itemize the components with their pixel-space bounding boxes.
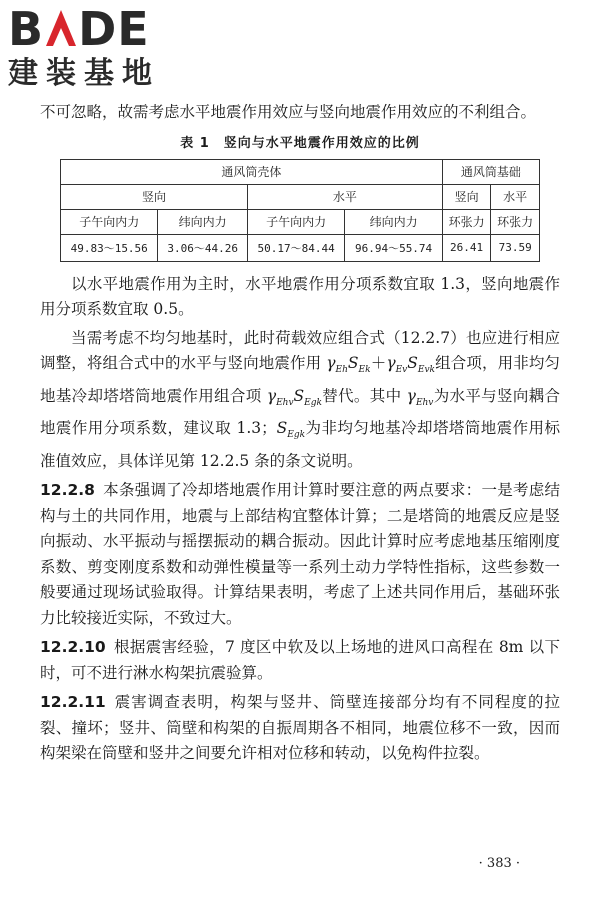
section-12-2-10 xyxy=(40,635,560,686)
paragraph-nonuniform xyxy=(40,326,560,475)
s-ek-symbol: $S_{Ek}$ xyxy=(347,354,371,376)
plus-sign: ＋ xyxy=(370,354,387,372)
page-content xyxy=(40,100,560,767)
table-cell: 73.59 xyxy=(491,234,540,261)
table-caption-title: 竖向与水平地震作用效应的比例 xyxy=(223,135,420,151)
s-evk-symbol: $S_{Evk}$ xyxy=(407,354,435,376)
p2-text-d: 为水平与竖向耦合地震作用分项系数，建议取 1.3； xyxy=(40,386,560,438)
table-col-header: 纬向内力 xyxy=(345,209,442,234)
table-group-shell: 通风筒壳体 xyxy=(61,159,443,184)
table-cell: 50.17～84.44 xyxy=(247,234,344,261)
section-12-2-11 xyxy=(40,690,560,767)
table-col-header: 纬向内力 xyxy=(158,209,248,234)
table-group-foundation: 通风筒基础 xyxy=(442,159,539,184)
gamma-ev-symbol: $\gamma_{Ev}$ xyxy=(386,354,408,376)
table-cell: 49.83～15.56 xyxy=(61,234,158,261)
logo-letter-b: B xyxy=(8,2,45,56)
table-col-header: 环张力 xyxy=(442,209,491,234)
table-sub-horizontal: 水平 xyxy=(247,184,442,209)
gamma-ehv-symbol-2: $\gamma_{Ehv}$ xyxy=(406,386,434,408)
gamma-eh-symbol: $\gamma_{Eh}$ xyxy=(326,354,348,376)
p2-text-e: 为非均匀地基冷却塔塔筒地震作用标准值效应，具体详见第 12.2.5 条的条文说明。 xyxy=(40,419,560,470)
table-sub-vertical-foundation: 竖向 xyxy=(442,184,491,209)
table-col-header: 环张力 xyxy=(491,209,540,234)
section-number: 12.2.10 xyxy=(40,638,106,657)
table-caption xyxy=(40,132,560,151)
paragraph-intro: 不可忽略，故需考虑水平地震作用效应与竖向地震作用效应的不利组合。 xyxy=(40,103,537,121)
s-egk-symbol-2: $S_{Egk}$ xyxy=(276,419,306,441)
p2-text-c: 替代。其中 xyxy=(321,386,402,405)
s-egk-symbol: $S_{Egk}$ xyxy=(293,386,322,408)
table-cell: 3.06～44.26 xyxy=(158,234,248,261)
section-text: 震害调查表明，构架与竖井、筒壁连接部分均有不同程度的拉裂、撞坏；竖井、筒壁和构架的自振周期各不相同，地震位移不一致，因而构架梁在筒壁和竖井之间要允许相对位移和转动，以免构件拉裂。 xyxy=(40,693,560,763)
gamma-ehv-symbol: $\gamma_{Ehv}$ xyxy=(266,386,294,408)
section-number: 12.2.8 xyxy=(40,481,95,500)
section-text: 本条强调了冷却塔地震作用计算时要注意的两点要求：一是考虑结构与土的共同作用，地震与上部结构宜整体计算；二是塔筒的地震反应是竖向振动、水平振动与摇摆振动的耦合振动。因此计算时应考虑地基压缩刚度系数、剪变刚度系数和动弹性模量等一系列土动力学特性指标，这些参数一般要通过现场试验取得。计算结果表明，考虑了上述共同作用后，基础环张力比较接近实际，不致过大。 xyxy=(40,481,560,627)
table-sub-vertical: 竖向 xyxy=(61,184,248,209)
table-col-header: 子午向内力 xyxy=(247,209,344,234)
paragraph-coefficients: 以水平地震作用为主时，水平地震作用分项系数宜取 1.3，竖向地震作用分项系数宜取 0.5。 xyxy=(40,274,560,318)
page-number: · 383 · xyxy=(478,856,520,871)
logo-a-chevron-icon xyxy=(44,4,78,54)
table-cell: 96.94～55.74 xyxy=(345,234,442,261)
section-12-2-8 xyxy=(40,478,560,631)
p2-text-a: 当需考虑不均匀地基时，此时荷载效应组合式（12.2.7）也应进行相应调整，将组合式中的水平与竖向地震作用 xyxy=(40,328,560,372)
logo-wordmark xyxy=(8,4,178,54)
ratio-table xyxy=(60,159,540,262)
brand-logo xyxy=(8,4,178,96)
table-cell: 26.41 xyxy=(442,234,491,261)
table-sub-horizontal-foundation: 水平 xyxy=(491,184,540,209)
table-col-header: 子午向内力 xyxy=(61,209,158,234)
table-caption-number: 表 1 xyxy=(180,135,210,151)
section-number: 12.2.11 xyxy=(40,693,106,712)
logo-letters-de: DE xyxy=(78,2,150,56)
logo-subtitle: 建装基地 xyxy=(8,56,160,91)
section-text: 根据震害经验，7 度区中软及以上场地的进风口高程在 8m 以下时，可不进行淋水构架抗震验算。 xyxy=(40,638,560,682)
p2-text-b: 组合项，用非均匀地基冷却塔塔筒地震作用组合项 xyxy=(40,354,560,405)
